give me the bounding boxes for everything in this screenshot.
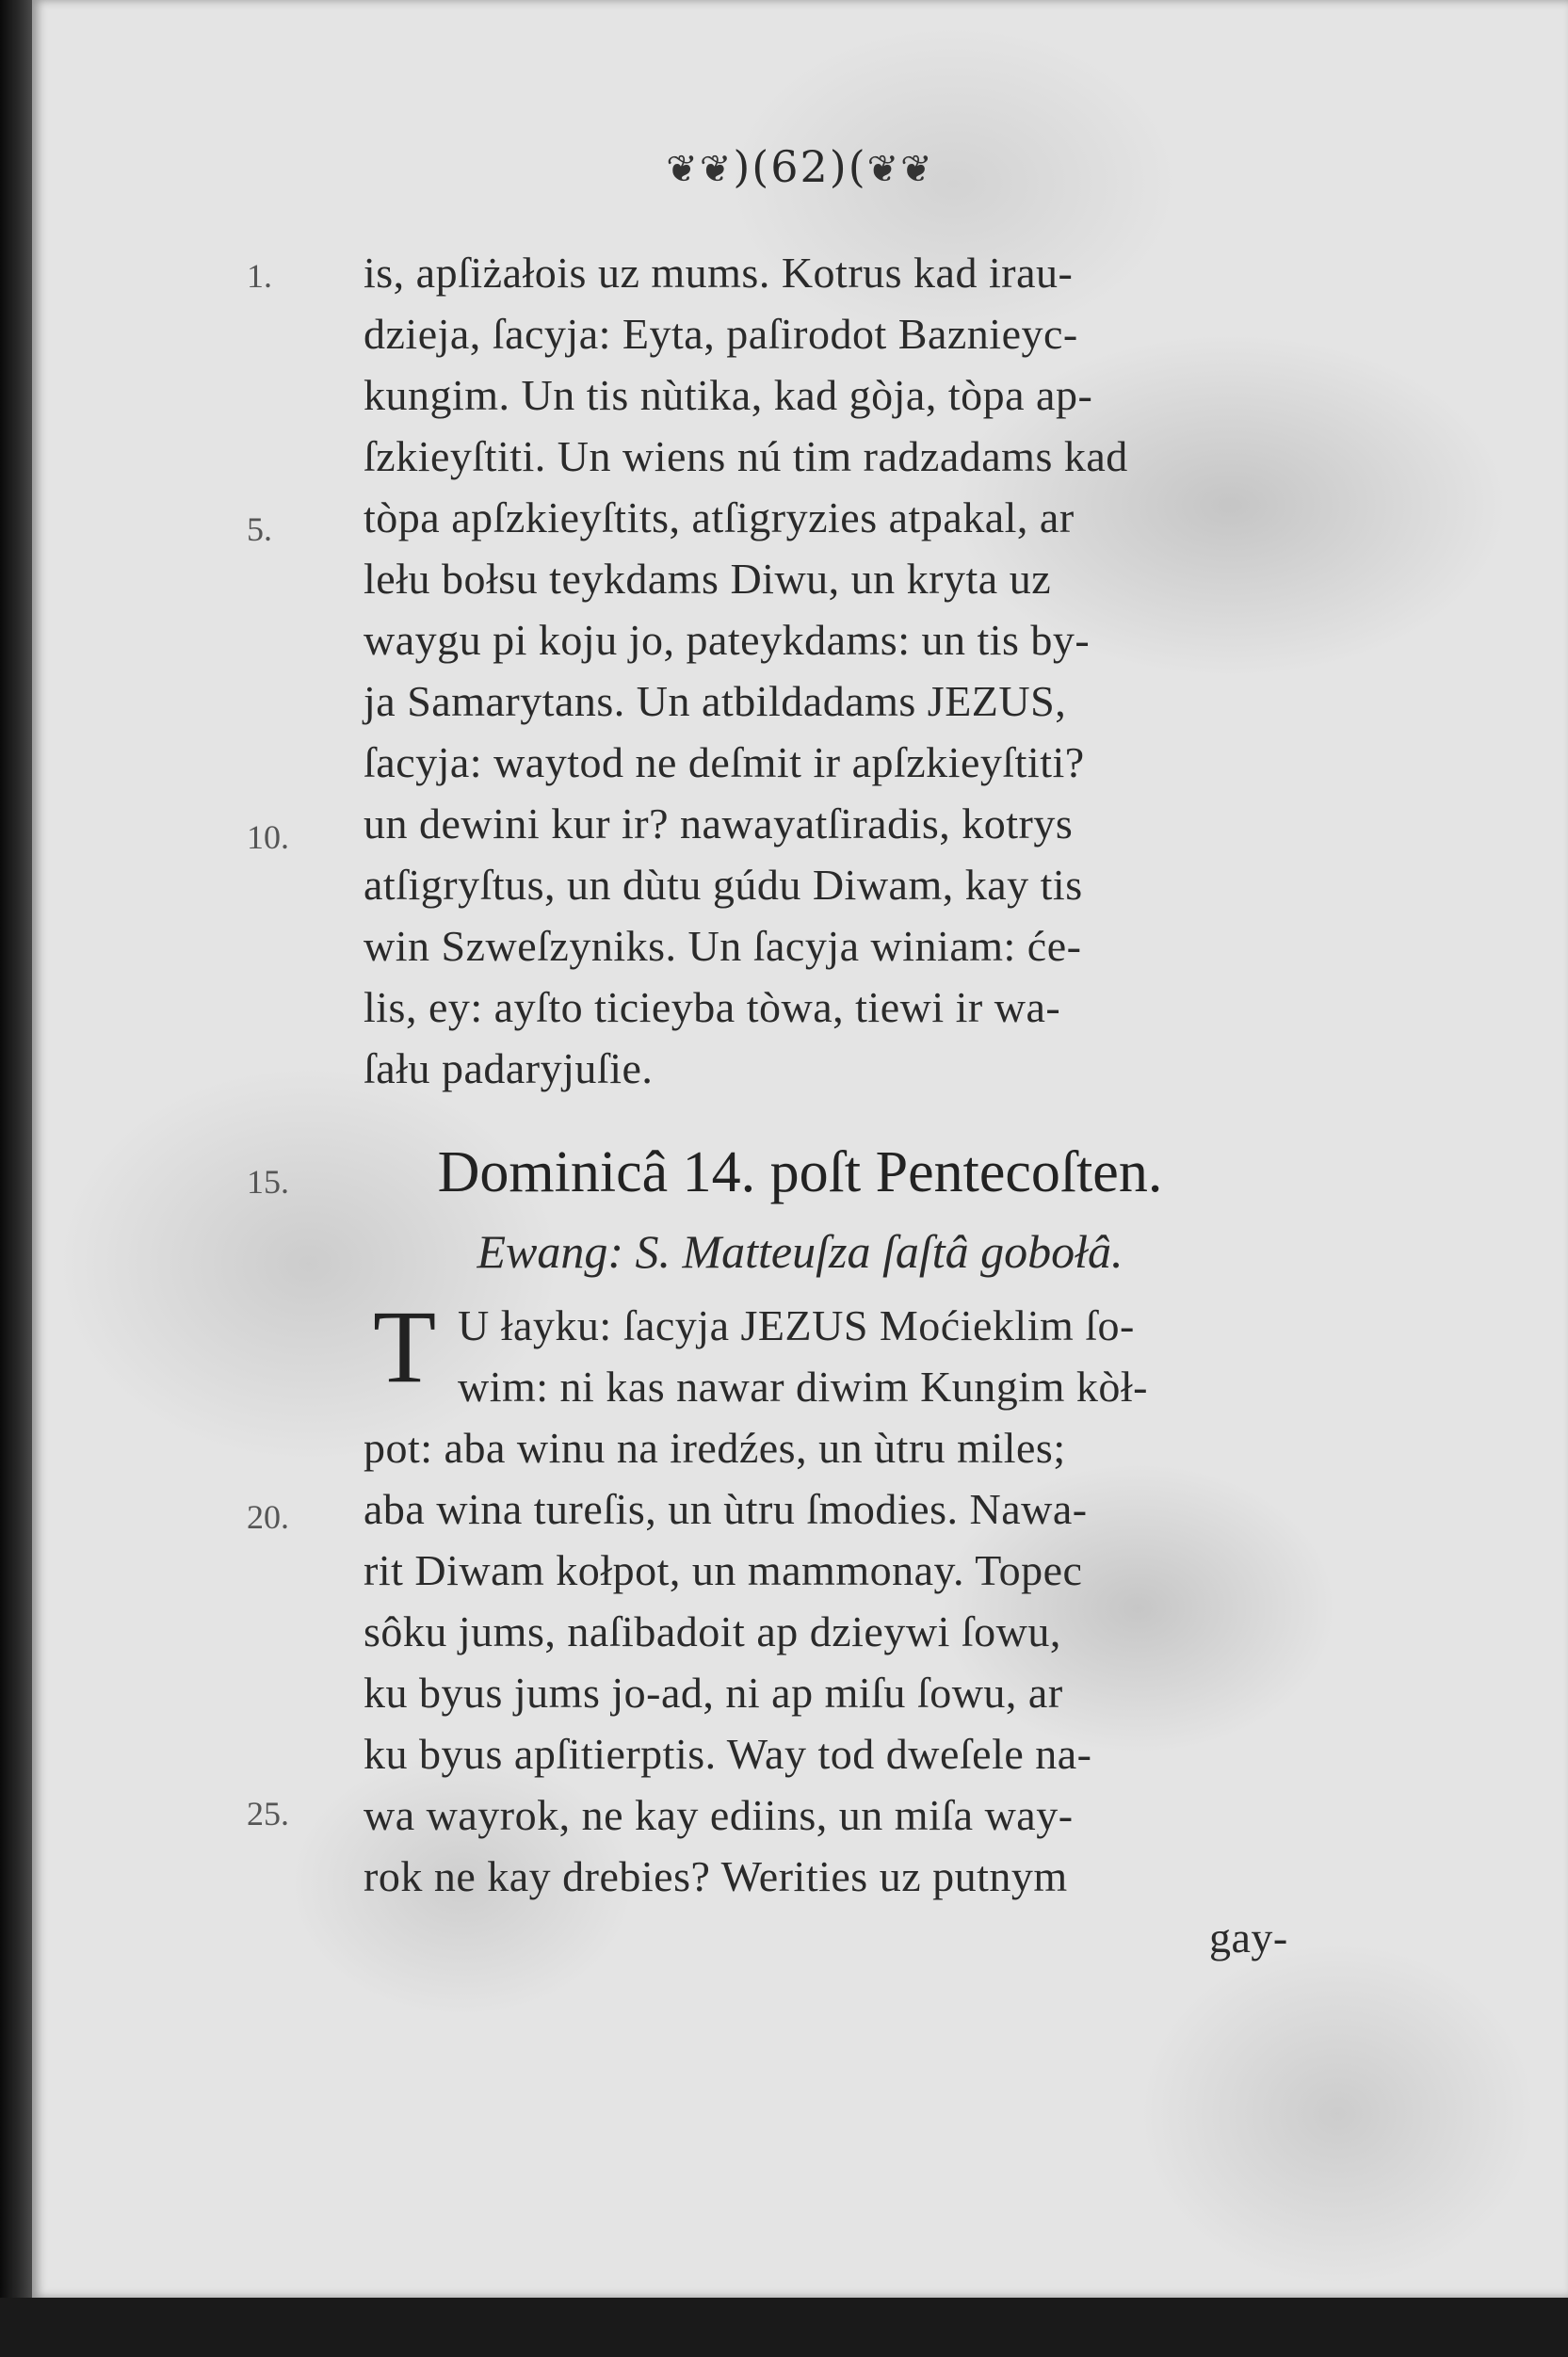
text-line: pot: aba winu na iredźes, un ùtru miles;	[364, 1424, 1066, 1472]
text-line: ja Samarytans. Un atbildadams JEZUS,	[364, 677, 1067, 725]
text-line: wa wayrok, ne kay ediins, un miſa way-	[364, 1791, 1074, 1839]
page-number: )(62)(	[733, 141, 867, 192]
text-line: rok ne kay drebies? Werities uz putnym	[364, 1852, 1068, 1900]
text-line: un dewini kur ir? nawayatſiradis, kotrys	[364, 799, 1074, 848]
ornament-right-icon: ❦❦	[866, 148, 934, 191]
text-line: wim: ni kas nawar diwim Kungim kòł-	[458, 1363, 1148, 1411]
line-number: 20.	[247, 1498, 289, 1536]
catchword: gay-	[1209, 1913, 1288, 1961]
book-page	[32, 0, 1568, 2298]
section-heading: Dominicâ 14. poſt Pentecoſten.	[437, 1140, 1163, 1204]
line-number: 25.	[247, 1795, 289, 1832]
line-number: 10.	[247, 818, 289, 856]
page-bottom-edge	[0, 2298, 1568, 2357]
book-spine-shadow	[0, 0, 32, 2298]
text-line: ku byus apſitierptis. Way tod dweſele na-	[364, 1730, 1092, 1778]
text-line: lis, ey: ayſto ticieyba tòwa, tiewi ir wa-	[364, 983, 1061, 1031]
text-line: dzieja, ſacyja: Eyta, paſirodot Baznieyc-	[364, 310, 1078, 358]
text-line: lełu bołsu teykdams Diwu, un kryta uz	[364, 555, 1052, 603]
section-subheading: Ewang: S. Matteuſza ſaſtâ gobołâ.	[477, 1225, 1123, 1278]
text-line: ſacyja: waytod ne deſmit ir apſzkieyſtiti?	[364, 738, 1085, 786]
line-number: 1.	[247, 257, 272, 295]
ornament-left-icon: ❦❦	[666, 148, 734, 191]
text-line: ſzkieyſtiti. Un wiens nú tim radzadams kad	[364, 432, 1128, 480]
text-line: is, apſiżałois uz mums. Kotrus kad irau-	[364, 249, 1074, 297]
text-line: tòpa apſzkieyſtits, atſigryzies atpakal, ar	[364, 493, 1075, 541]
text-line: ku byus jums jo-ad, ni ap miſu ſowu, ar	[364, 1669, 1063, 1717]
text-line: kungim. Un tis nùtika, kad gòja, tòpa ap-	[364, 371, 1093, 419]
text-line: win Szweſzyniks. Un ſacyja winiam: će-	[364, 922, 1082, 970]
line-number: 5.	[247, 510, 272, 548]
text-line: rit Diwam kołpot, un mammonay. Topec	[364, 1546, 1083, 1594]
text-line: waygu pi koju jo, pateykdams: un tis by-	[364, 616, 1091, 664]
text-line: atſigryſtus, un dùtu gúdu Diwam, kay tis	[364, 861, 1083, 909]
text-line: U łayku: ſacyja JEZUS Moćieklim ſo-	[458, 1301, 1135, 1349]
text-line: sôku jums, naſibadoit ap dzieywi ſowu,	[364, 1607, 1061, 1655]
text-line: aba wina tureſis, un ùtru ſmodies. Nawa-	[364, 1485, 1088, 1533]
drop-cap: T	[373, 1289, 437, 1404]
page-header	[32, 141, 1568, 192]
line-number: 15.	[247, 1163, 289, 1201]
text-line: ſału padaryjuſie.	[364, 1044, 654, 1092]
